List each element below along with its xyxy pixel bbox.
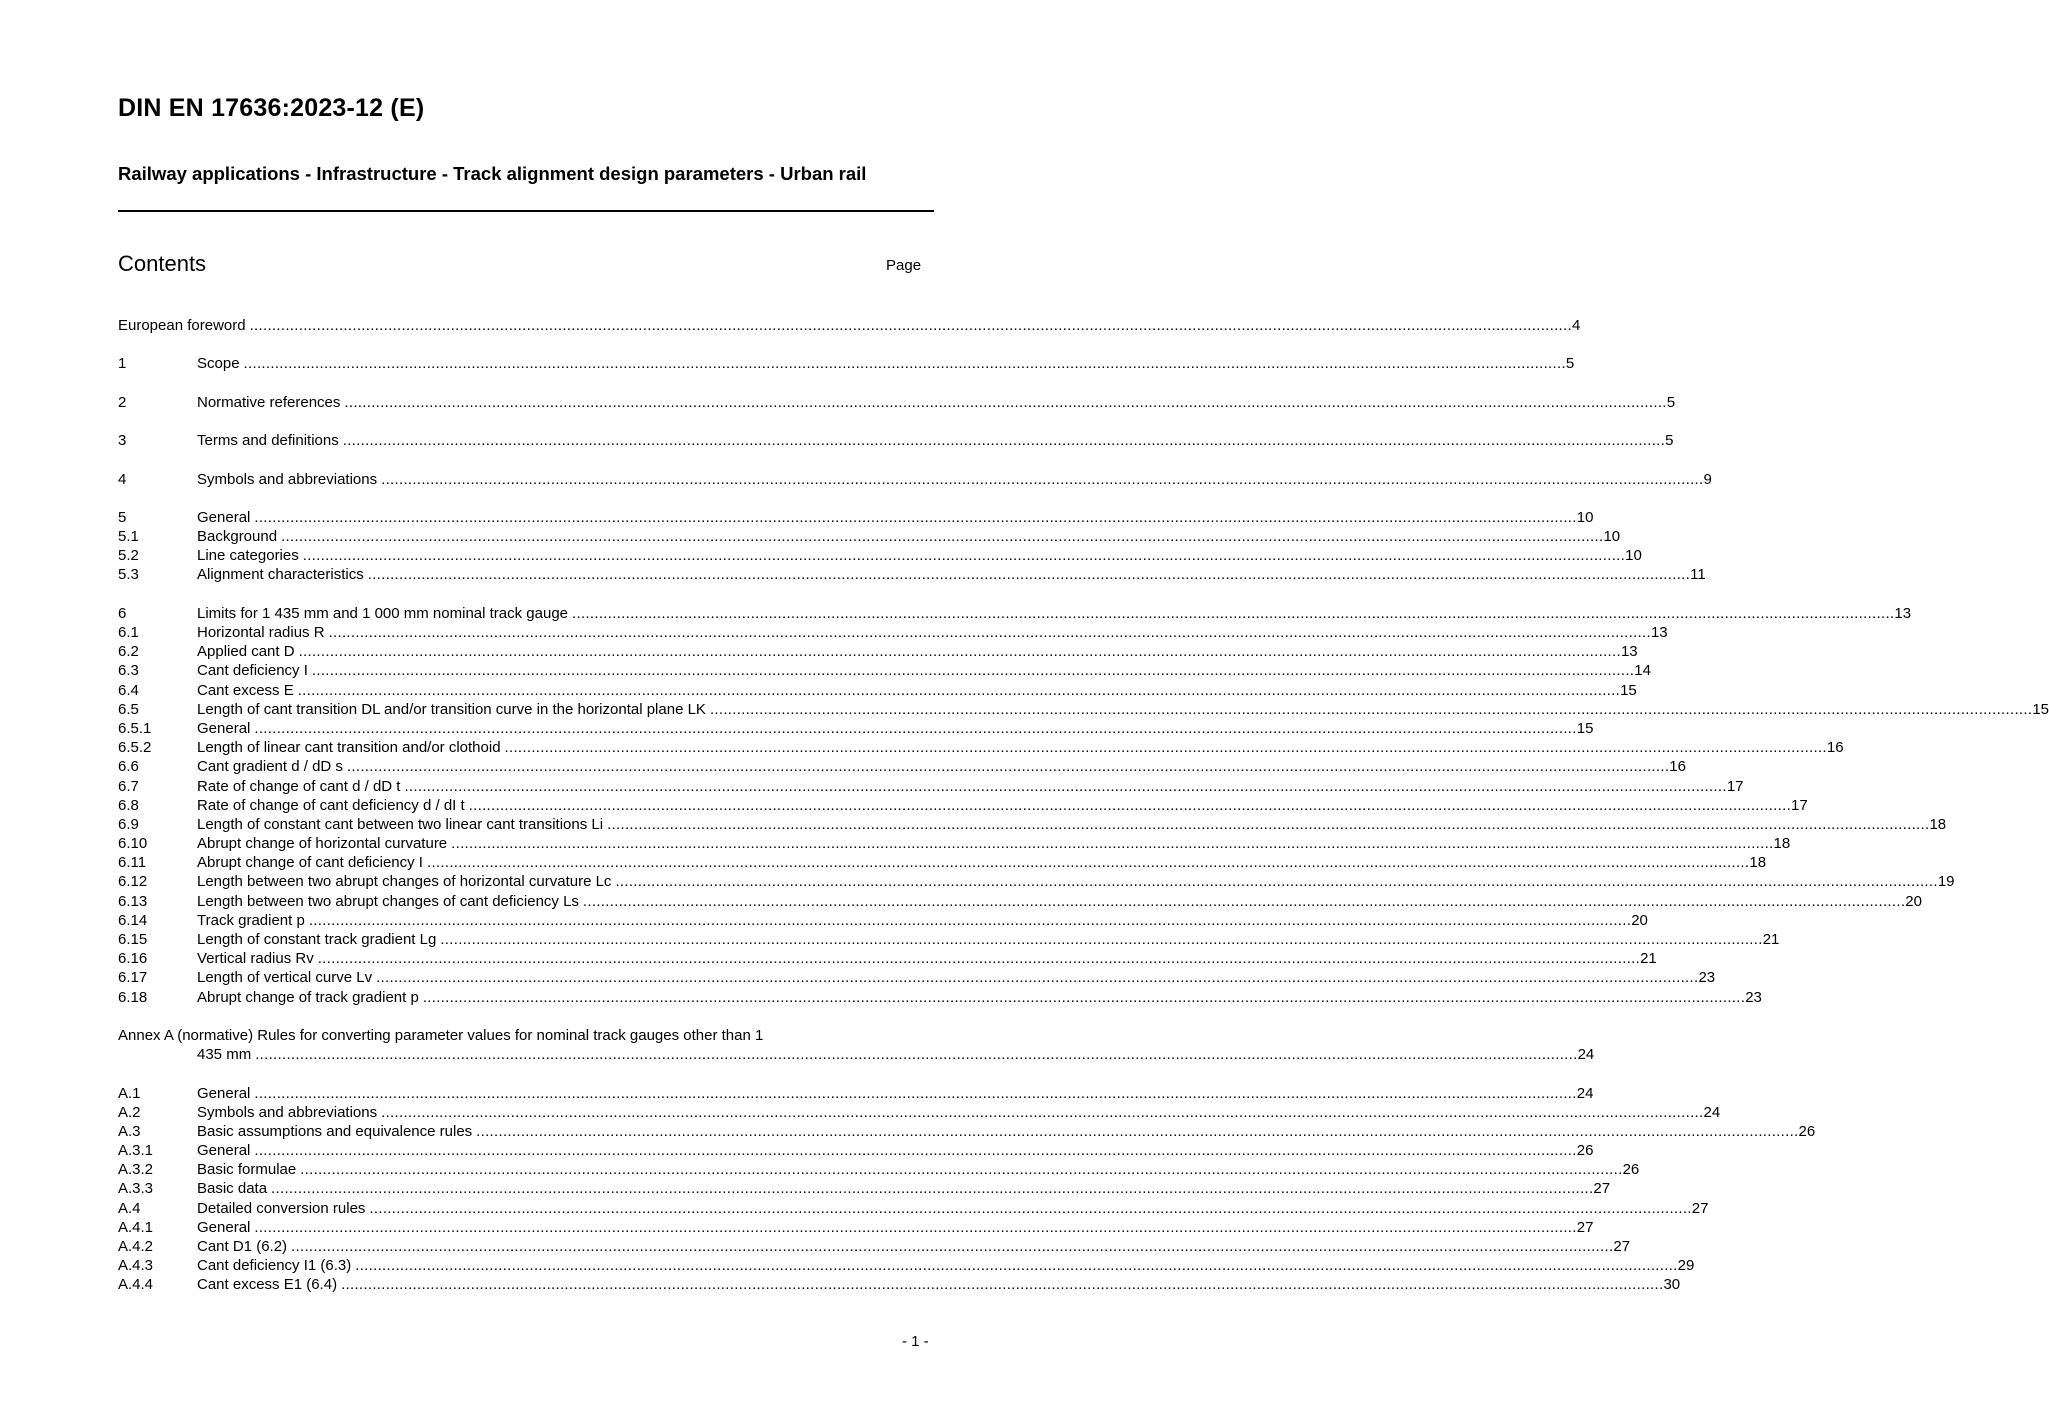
toc-leader-dots [404,777,1726,796]
toc-entry[interactable] [118,777,1744,796]
toc-entry-number: A.4.4 [118,1276,154,1294]
toc-entry-page: 11 [1690,566,1706,584]
toc-entry[interactable] [118,1199,1709,1218]
toc-entry-title: Alignment characteristics [197,566,364,584]
toc-entry[interactable] [118,796,1808,815]
toc-entry-page: 5 [1565,355,1575,373]
toc-entry-title: Symbols and abbreviations [197,470,378,488]
toc-leader-dots [329,623,1651,642]
toc-leader-dots [281,527,1603,546]
toc-entry-page: 13 [1894,604,1912,622]
toc-entry[interactable] [118,853,1767,872]
toc-entry-title: European foreword [118,317,246,334]
toc-leader-dots [318,949,1640,968]
toc-entry-1[interactable] [118,354,1575,373]
toc-leader-dots [451,834,1773,853]
toc-leader-dots [255,1045,1577,1064]
toc-entry-2[interactable] [118,393,1676,412]
toc-leader-dots [381,1103,1703,1122]
toc-leader-dots [291,1237,1613,1256]
toc-leader-dots [300,1160,1622,1179]
toc-leader-dots [355,1256,1677,1275]
toc-entry[interactable] [118,1237,1631,1256]
toc-entry-title: General [197,1142,251,1160]
toc-entry-number: 6.6 [118,758,139,776]
toc-entry[interactable] [118,757,1686,776]
toc-entry-number: 4 [118,470,127,488]
toc-entry-title: Length of constant cant between two linear cant transitions Li [197,815,604,833]
document-id: DIN EN 17636:2023-12 (E) [118,94,425,122]
toc-entry-page: 18 [1773,835,1791,853]
toc-entry-title: Line categories [197,547,299,565]
toc-entry[interactable] [118,1084,1594,1103]
toc-entry-title: Length of vertical curve Lv [197,969,373,987]
toc-entry-number: 6.5 [118,700,139,718]
toc-entry-title: General [197,1084,251,1102]
toc-entry-page: 15 [1576,719,1594,737]
toc-entry-page: 27 [1691,1199,1709,1217]
toc-entry-page: 5 [1666,393,1676,411]
toc-entry-number: 6.13 [118,892,148,910]
toc-entry-title: General [197,1218,251,1236]
toc-leader-dots [369,1199,1691,1218]
toc-leader-dots [271,1179,1593,1198]
toc-entry-number: 6.8 [118,796,139,814]
toc-entry[interactable] [118,892,1922,911]
toc-entry-page: 24 [1703,1103,1721,1121]
toc-entry-page: 19 [1937,873,1955,891]
toc-entry-page: 10 [1625,547,1642,565]
toc-group-annex-a [118,1084,1816,1295]
toc-entry-number: 6.11 [118,854,147,872]
toc-leader-dots [381,470,1703,489]
toc-entry[interactable] [118,988,1762,1007]
document-subtitle: Railway applications - Infrastructure - Track alignment design parameters - Urban rail [118,163,867,184]
toc-entry-page: 29 [1677,1257,1695,1275]
toc-entry[interactable] [118,527,1621,546]
annex-title-line: Annex A (normative) Rules for converting parameter values for nominal track gauges other than 1 [118,1026,764,1044]
toc-entry-title: Limits for 1 435 mm and 1 000 mm nominal track gauge [197,604,569,622]
toc-entry-title: Scope [197,355,240,373]
toc-entry-number: 5.2 [118,547,139,565]
toc-entry-title: Rate of change of cant deficiency d / dI t [197,796,465,814]
toc-entry[interactable] [118,623,1668,642]
toc-entry-number: A.4 [118,1199,141,1217]
toc-entry-page: 27 [1593,1180,1611,1198]
toc-leader-dots [476,1122,1798,1141]
toc-entry-title: Basic formulae [197,1161,297,1179]
toc-entry[interactable] [118,1103,1721,1122]
toc-entry-title: Abrupt change of horizontal curvature [197,835,448,853]
toc-entry[interactable] [118,930,1780,949]
toc-entry-page: 21 [1762,931,1780,948]
toc-entry-title: Vertical radius Rv [197,950,314,968]
toc-entry-page: 27 [1576,1218,1594,1236]
toc-entry-number: 6.12 [118,873,148,891]
toc-entry-title: Length of cant transition DL and/or transition curve in the horizontal plane LK [197,700,706,718]
toc-entry[interactable] [118,604,1912,623]
toc-entry[interactable] [118,872,1955,891]
toc-entry[interactable] [118,738,1844,757]
toc-leader-dots [250,316,1572,335]
toc-entry-page: 26 [1622,1161,1640,1179]
toc-entry-page: 16 [1669,758,1686,776]
toc-entry[interactable] [118,681,1637,700]
toc-entry-title: Symbols and abbreviations [197,1103,378,1121]
toc-leader-dots [505,738,1827,757]
toc-entry-number: 3 [118,432,127,450]
page-number: - 1 - [902,1333,929,1350]
toc-entry-number: 6.18 [118,988,148,1006]
toc-entry-page: 26 [1798,1122,1816,1140]
toc-entry-page: 20 [1631,911,1648,929]
toc-leader-dots [607,815,1929,834]
toc-entry[interactable] [118,1160,1640,1179]
toc-entry-title: Cant D1 (6.2) [197,1238,288,1255]
toc-leader-dots [440,930,1762,949]
toc-entry-title: Track gradient p [197,911,305,929]
toc-entry[interactable] [118,1141,1594,1160]
toc-entry-page: 4 [1571,317,1581,334]
toc-entry-number: A.2 [118,1103,141,1121]
contents-heading: Contents [118,251,207,276]
toc-entry-title: Normative references [197,393,341,411]
toc-entry-number: 2 [118,393,127,411]
toc-entry[interactable] [118,1179,1611,1198]
toc-entry[interactable] [118,546,1642,565]
toc-entry-4[interactable] [118,470,1712,489]
toc-leader-dots [312,661,1634,680]
toc-leader-dots [244,354,1566,373]
toc-entry[interactable] [118,1275,1681,1294]
toc-entry-title: Detailed conversion rules [197,1199,366,1217]
toc-entry[interactable] [118,700,2049,719]
toc-entry-annex-a[interactable] [118,1026,1595,1064]
toc-leader-dots [368,565,1690,584]
toc-leader-dots [303,546,1625,565]
toc-leader-dots [299,642,1621,661]
toc-entry-page: 23 [1745,988,1762,1006]
toc-entry-title: General [197,719,251,737]
toc-leader-dots [710,700,2032,719]
toc-entry-number: 6.5.2 [118,739,152,757]
toc-leader-dots [572,604,1894,623]
toc-entry-number: 1 [118,355,127,373]
toc-entry-number: 6.5.1 [118,719,152,737]
toc-entry-number: 5.3 [118,566,139,584]
toc-entry-title: Length between two abrupt changes of horizontal curvature Lc [197,873,612,891]
toc-entry-page: 15 [2032,700,2049,718]
toc-entry-title: General [197,508,251,526]
toc-entry-number: A.3 [118,1122,141,1140]
toc-entry-page: 13 [1650,624,1668,641]
toc-leader-dots [254,508,1576,527]
toc-entry-page: 18 [1749,854,1767,872]
toc-group-6 [118,604,2049,1007]
toc-entry-number: 6.9 [118,815,139,833]
toc-entry-page: 9 [1703,470,1712,488]
toc-entry[interactable] [118,719,1594,738]
toc-entry-title: Length of constant track gradient Lg [197,931,437,948]
toc-leader-dots [309,911,1631,930]
toc-leader-dots [376,968,1698,987]
toc-entry-number: 6.7 [118,777,139,795]
toc-entry[interactable] [118,642,1638,661]
toc-entry-page: 26 [1576,1142,1594,1160]
toc-entry-page: 20 [1905,892,1922,910]
toc-entry[interactable] [118,911,1648,930]
toc-group-5 [118,508,1706,585]
toc-entry-title: Abrupt change of track gradient p [197,988,419,1006]
toc-entry-number: A.4.2 [118,1238,154,1255]
toc-entry-number: 6.16 [118,950,148,968]
toc-entry-number: 6.17 [118,969,148,987]
toc-entry-page: 24 [1577,1046,1595,1064]
toc-entry-page: 16 [1826,739,1844,757]
toc-leader-dots [298,681,1620,700]
toc-leader-dots [423,988,1745,1007]
toc-entry-title: Cant gradient d / dD s [197,758,343,776]
annex-title-continuation: 435 mm [197,1046,252,1064]
toc-entry-page: 10 [1603,528,1621,546]
toc-entry-page: 21 [1640,950,1657,968]
toc-entry-number: 6 [118,604,127,622]
toc-entry-number: A.4.1 [118,1218,154,1236]
toc-entry-title: Length between two abrupt changes of cant deficiency Ls [197,892,579,910]
toc-entry-number: 6.3 [118,662,139,680]
toc-entry-page: 13 [1620,643,1638,661]
toc-entry-page: 30 [1663,1276,1681,1294]
toc-entry-page: 15 [1620,681,1637,699]
toc-leader-dots [427,853,1749,872]
toc-entry-page: 18 [1929,815,1947,833]
table-of-contents [118,316,2049,1295]
toc-entry[interactable] [118,565,1706,584]
toc-entry-page: 17 [1726,777,1744,795]
toc-leader-dots [254,1141,1576,1160]
toc-entry-title: Horizontal radius R [197,624,325,641]
toc-entry-page: 5 [1665,432,1674,450]
toc-entry-title: Basic data [197,1180,268,1198]
toc-entry-title: Rate of change of cant d / dD t [197,777,401,795]
toc-entry-title: Terms and definitions [197,432,339,450]
toc-entry-page: 17 [1791,796,1808,814]
toc-entry-title: Cant deficiency I1 (6.3) [197,1257,352,1275]
toc-entry-number: A.3.2 [118,1161,154,1179]
toc-leader-dots [254,719,1576,738]
toc-entry-title: Cant excess E [197,681,294,699]
toc-leader-dots [615,872,1937,891]
toc-entry[interactable] [118,1122,1816,1141]
toc-entry-number: 6.10 [118,835,148,853]
toc-leader-dots [583,892,1905,911]
toc-entry-title: Cant excess E1 (6.4) [197,1276,338,1294]
toc-leader-dots [254,1218,1576,1237]
toc-entry-page: 14 [1634,662,1651,680]
toc-leader-dots [343,431,1665,450]
toc-leader-dots [347,757,1669,776]
toc-entry-page: 23 [1698,969,1716,987]
toc-entry[interactable] [118,949,1657,968]
toc-entry-foreword[interactable] [118,316,1581,335]
toc-entry-number: A.1 [118,1084,141,1102]
toc-entry-title: Length of linear cant transition and/or clothoid [197,739,501,757]
toc-entry-number: 6.15 [118,931,148,948]
toc-leader-dots [254,1084,1576,1103]
toc-entry-number: 6.1 [118,624,139,641]
toc-entry-number: A.3.3 [118,1180,154,1198]
toc-entry-title: Applied cant D [197,643,295,661]
toc-entry[interactable] [118,1218,1594,1237]
toc-entry[interactable] [118,815,1947,834]
toc-entry[interactable] [118,661,1651,680]
toc-entry-3[interactable] [118,431,1674,450]
toc-entry-number: A.3.1 [118,1142,154,1160]
toc-entry-number: 6.2 [118,643,139,661]
toc-entry-number: 5.1 [118,528,139,546]
toc-leader-dots [469,796,1791,815]
toc-entry-title: Cant deficiency I [197,662,308,680]
toc-entry-title: Background [197,528,278,546]
toc-entry-number: 5 [118,508,127,526]
toc-entry-title: Basic assumptions and equivalence rules [197,1122,473,1140]
toc-leader-dots [341,1275,1663,1294]
toc-entry-number: 6.4 [118,681,139,699]
toc-leader-dots [344,393,1666,412]
toc-entry-number: 6.14 [118,911,148,929]
toc-entry-page: 24 [1576,1084,1594,1102]
toc-entry[interactable] [118,1256,1695,1275]
toc-entry-page: 10 [1576,508,1594,526]
toc-entry[interactable] [118,508,1594,527]
toc-entry[interactable] [118,834,1791,853]
toc-entry-number: A.4.3 [118,1257,154,1275]
toc-entry-title: Abrupt change of cant deficiency I [197,854,423,872]
page-column-label: Page [886,257,922,274]
header-divider [118,210,934,212]
toc-entry-page: 27 [1613,1238,1631,1255]
toc-entry[interactable] [118,968,1716,987]
